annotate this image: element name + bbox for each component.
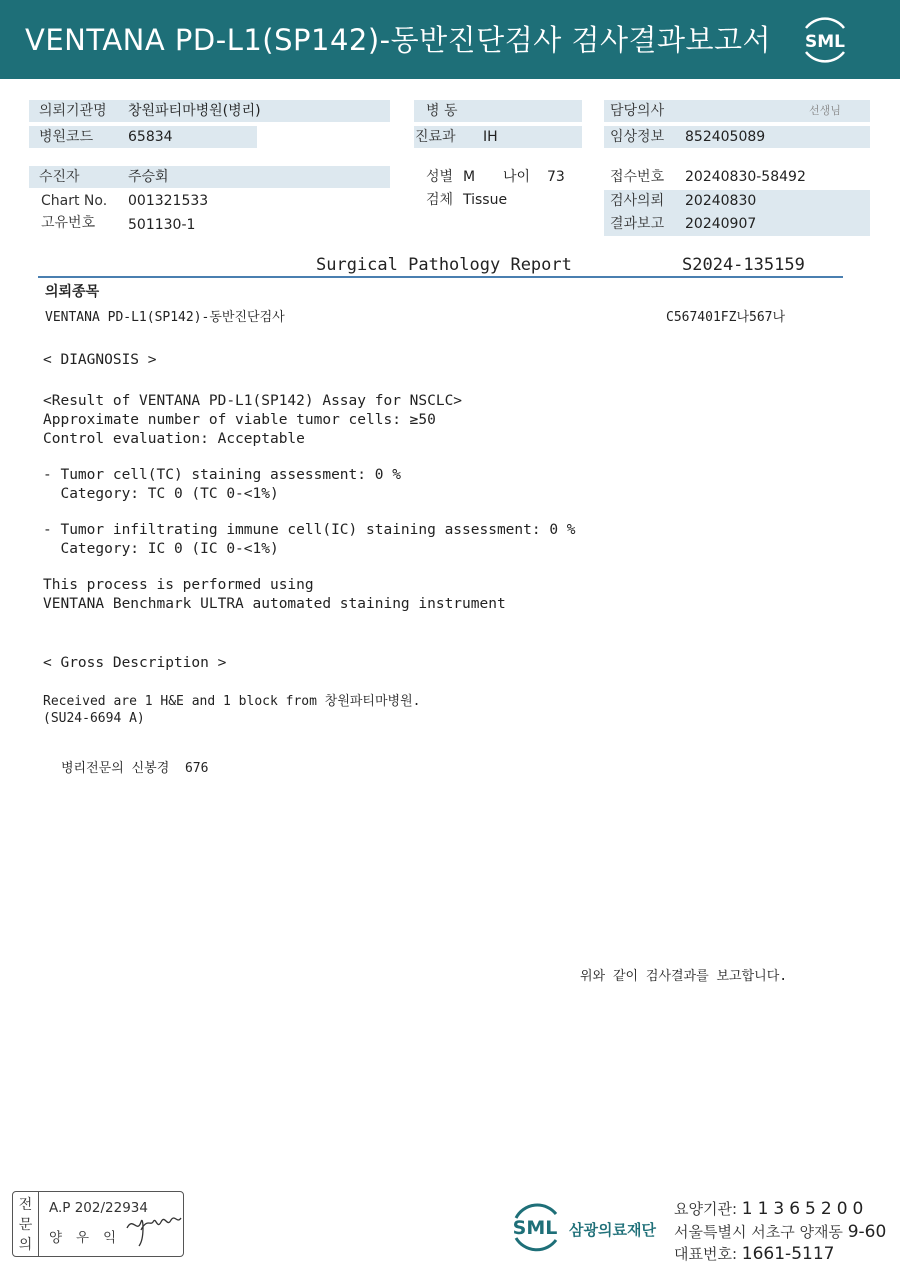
phone-value: 1661-5117 — [741, 1244, 835, 1264]
page-title: VENTANA PD-L1(SP142)-동반진단검사 검사결과보고서 — [25, 23, 772, 57]
unique-no-field — [29, 212, 390, 234]
signature — [123, 1200, 183, 1250]
item-name: VENTANA PD-L1(SP142)-동반진단검사 — [45, 310, 285, 325]
phone-label: 대표번호: — [674, 1245, 742, 1263]
age-label: 나이 — [503, 169, 531, 185]
receipt-value: 20240830-58492 — [685, 169, 806, 185]
doctor-field — [604, 100, 870, 122]
stamp-side-char: 전 — [18, 1197, 33, 1213]
title-divider — [38, 276, 843, 278]
pathologist-stamp — [12, 1191, 184, 1257]
report-date-label: 결과보고 — [610, 216, 665, 232]
stamp-side-label — [13, 1192, 39, 1256]
phone-line — [674, 1243, 834, 1264]
gross-line: (SU24-6694 A) — [43, 711, 145, 726]
patient-field — [29, 166, 390, 188]
request-value: 20240830 — [685, 193, 757, 209]
report-number: S2024-135159 — [682, 255, 805, 275]
sex-label: 성별 — [426, 169, 454, 185]
chart-no-label: Chart No. — [41, 193, 108, 209]
department-value: IH — [483, 129, 498, 145]
report-date-value: 20240907 — [685, 216, 757, 232]
ward-field — [414, 100, 582, 122]
diagnosis-line: This process is performed using — [43, 577, 314, 593]
unique-no-label: 고유번호 — [41, 215, 96, 231]
sml-footer-logo-icon — [508, 1200, 564, 1254]
gross-line: Received are 1 H&E and 1 block from 창원파티마병원. — [43, 694, 421, 709]
receipt-label: 접수번호 — [610, 169, 665, 185]
address-line — [674, 1221, 886, 1242]
department-field — [414, 126, 582, 148]
institution-field — [29, 100, 390, 122]
institution-label: 의뢰기관명 — [39, 103, 107, 119]
clinical-info-field — [604, 126, 870, 148]
institution-value: 창원파티마병원(병리) — [128, 103, 261, 119]
age-value: 73 — [547, 169, 565, 185]
svg-text:SML: SML — [805, 32, 845, 52]
address-number: 9-60 — [847, 1222, 887, 1242]
request-report-field — [604, 190, 870, 236]
stamp-side-char: 의 — [18, 1237, 33, 1253]
department-label: 진료과 — [415, 129, 456, 145]
chart-no-field — [29, 190, 390, 212]
diagnosis-heading: < DIAGNOSIS > — [43, 352, 157, 368]
hospital-code-value: 65834 — [128, 129, 173, 145]
request-label: 검사의뢰 — [610, 193, 665, 209]
chart-no-value: 001321533 — [128, 193, 209, 209]
foundation-name: 삼광의료재단 — [569, 1221, 656, 1239]
doctor-label: 담당의사 — [610, 103, 665, 119]
sex-value: M — [463, 169, 476, 185]
clinical-info-value: 852405089 — [685, 129, 766, 145]
report-header — [0, 0, 900, 79]
clinical-info-label: 임상정보 — [610, 129, 665, 145]
stamp-ap-number: A.P 202/22934 — [49, 1200, 148, 1216]
patient-value: 주승회 — [128, 169, 169, 185]
item-heading: 의뢰종목 — [45, 284, 100, 300]
diagnosis-line: - Tumor infiltrating immune cell(IC) staining assessment: 0 % — [43, 522, 576, 538]
institution-code-value: 11365200 — [741, 1199, 869, 1219]
item-code: C567401FZ나567나 — [666, 310, 786, 325]
diagnosis-line: Category: TC 0 (TC 0-<1%) — [43, 486, 279, 502]
doctor-suffix: 선생님 — [809, 104, 841, 117]
diagnosis-line: Approximate number of viable tumor cells: ≥50 — [43, 412, 436, 428]
gross-heading: < Gross Description > — [43, 655, 227, 671]
receipt-field — [604, 166, 870, 188]
closing-statement: 위와 같이 검사결과를 보고합니다. — [580, 969, 788, 984]
stamp-name: 양우익 — [49, 1230, 131, 1246]
sex-age-field — [414, 166, 582, 188]
specimen-value: Tissue — [463, 192, 508, 208]
stamp-side-char: 문 — [18, 1217, 33, 1233]
hospital-code-label: 병원코드 — [39, 129, 94, 145]
pathologist-line: 병리전문의 신봉경 676 — [61, 761, 209, 776]
unique-no-value: 501130-1 — [128, 217, 196, 233]
diagnosis-line: Category: IC 0 (IC 0-<1%) — [43, 541, 279, 557]
diagnosis-line: <Result of VENTANA PD-L1(SP142) Assay for NSCLC> — [43, 393, 463, 409]
specimen-label: 검체 — [426, 192, 454, 208]
hospital-code-field — [29, 126, 257, 148]
sml-logo-icon — [796, 12, 854, 66]
patient-label: 수진자 — [39, 169, 80, 185]
institution-code-label: 요양기관: — [674, 1200, 742, 1218]
ward-label: 병 동 — [426, 103, 458, 119]
diagnosis-line: - Tumor cell(TC) staining assessment: 0 % — [43, 467, 401, 483]
report-title: Surgical Pathology Report — [316, 255, 572, 275]
svg-text:SML: SML — [512, 1217, 558, 1239]
diagnosis-line: Control evaluation: Acceptable — [43, 431, 305, 447]
diagnosis-line: VENTANA Benchmark ULTRA automated staining instrument — [43, 596, 506, 612]
address-text: 서울특별시 서초구 양재동 — [674, 1223, 848, 1241]
institution-code-line — [674, 1198, 868, 1219]
specimen-field — [414, 189, 582, 211]
